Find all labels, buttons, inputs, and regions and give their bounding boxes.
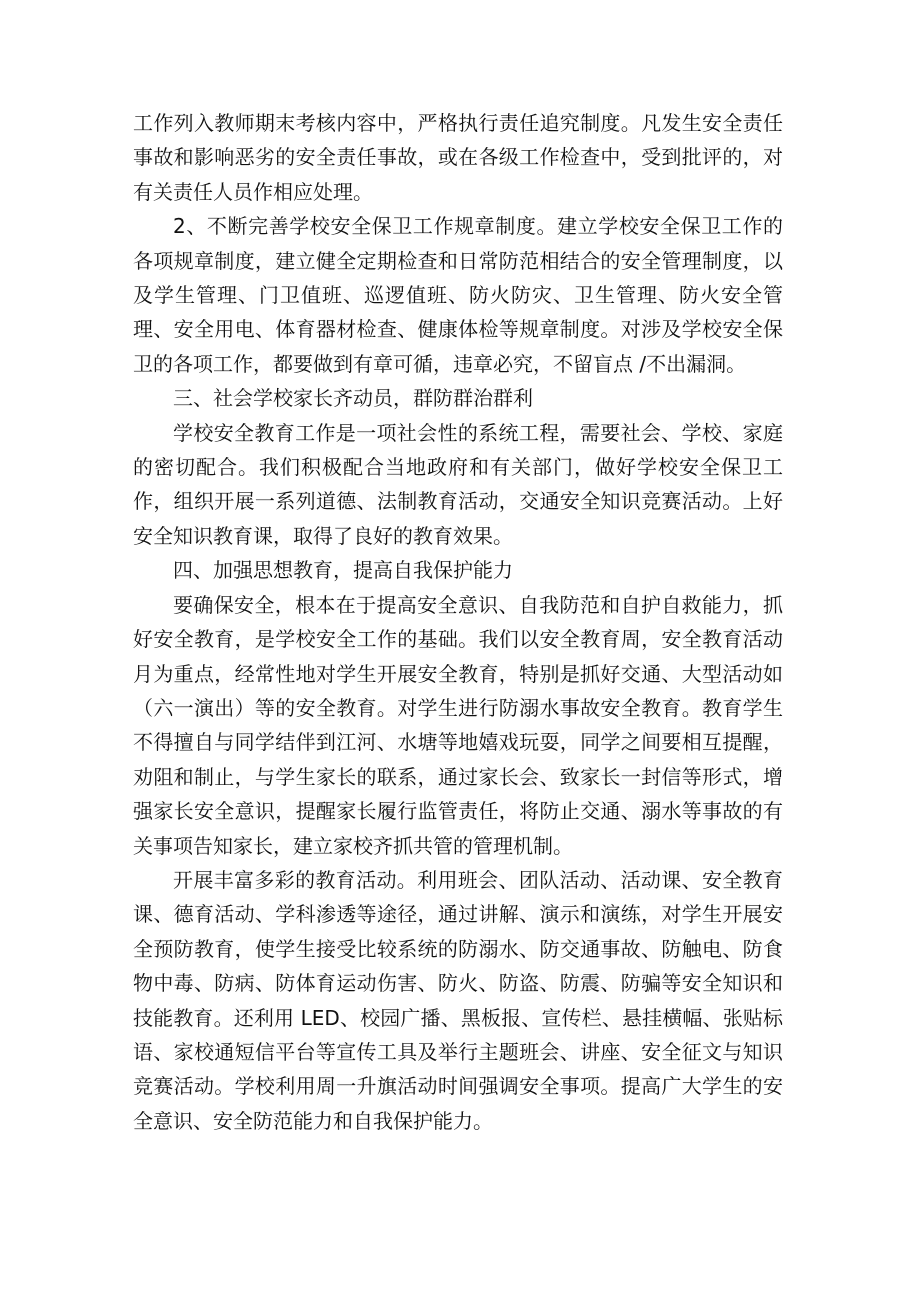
paragraph-regulations: 2、不断完善学校安全保卫工作规章制度。建立学校安全保卫工作的各项规章制度，建立健全定期检查和日常防范相结合的安全管理制度，以及学生管理、门卫值班、巡逻值班、防火防灾、卫生管理、防火安全管理、安全用电、体育器材检查、健康体检等规章制度。对涉及学校安全保卫的各项工作，都要做到有章可循，违章必究，不留盲点 /不出漏洞。	[133, 214, 783, 376]
paragraph-safety-education: 要确保安全，根本在于提高安全意识、自我防范和自护自救能力，抓好安全教育，是学校安全工作的基础。我们以安全教育周，安全教育活动月为重点，经常性地对学生开展安全教育，特别是抓好交通、大型活动如（六一演出）等的安全教育。对学生进行防溺水事故安全教育。教育学生不得擅自与同学结伴到江河、水塘等地嬉戏玩耍，同学之间要相互提醒，劝阻和制止，与学生家长的联系，通过家长会、致家长一封信等形式，增强家长安全意识，提醒家长履行监管责任，将防止交通、溺水等事故的有关事项告知家长，建立家校齐抓共管的管理机制。	[133, 592, 783, 858]
paragraph-community: 学校安全教育工作是一项社会性的系统工程，需要社会、学校、家庭的密切配合。我们积极配合当地政府和有关部门，做好学校安全保卫工作，组织开展一系列道德、法制教育活动，交通安全知识竞赛活动。上好安全知识教育课，取得了良好的教育效果。	[133, 420, 783, 548]
paragraph-responsibility-continuation: 工作列入教师期末考核内容中，严格执行责任追究制度。凡发生安全责任事故和影响恶劣的安全责任事故，或在各级工作检查中，受到批评的，对有关责任人员作相应处理。	[133, 111, 783, 204]
section-heading-4: 四、加强思想教育，提高自我保护能力	[173, 558, 513, 583]
document-body	[133, 106, 783, 1138]
paragraph-activities: 开展丰富多彩的教育活动。利用班会、团队活动、活动课、安全教育课、德育活动、学科渗透等途径，通过讲解、演示和演练，对学生开展安全预防教育，使学生接受比较系统的防溺水、防交通事故、防触电、防食物中毒、防病、防体育运动伤害、防火、防盗、防震、防骗等安全知识和技能教育。还利用 LED、校园广播、黑板报、宣传栏、悬挂横幅、张贴标语、家校通短信平台等宣传工具及举行主题班会、讲座、安全征文与知识竞赛活动。学校利用周一升旗活动时间强调安全事项。提高广大学生的安全意识、安全防范能力和自我保护能力。	[133, 867, 783, 1133]
section-heading-3: 三、社会学校家长齐动员，群防群治群利	[173, 386, 533, 411]
